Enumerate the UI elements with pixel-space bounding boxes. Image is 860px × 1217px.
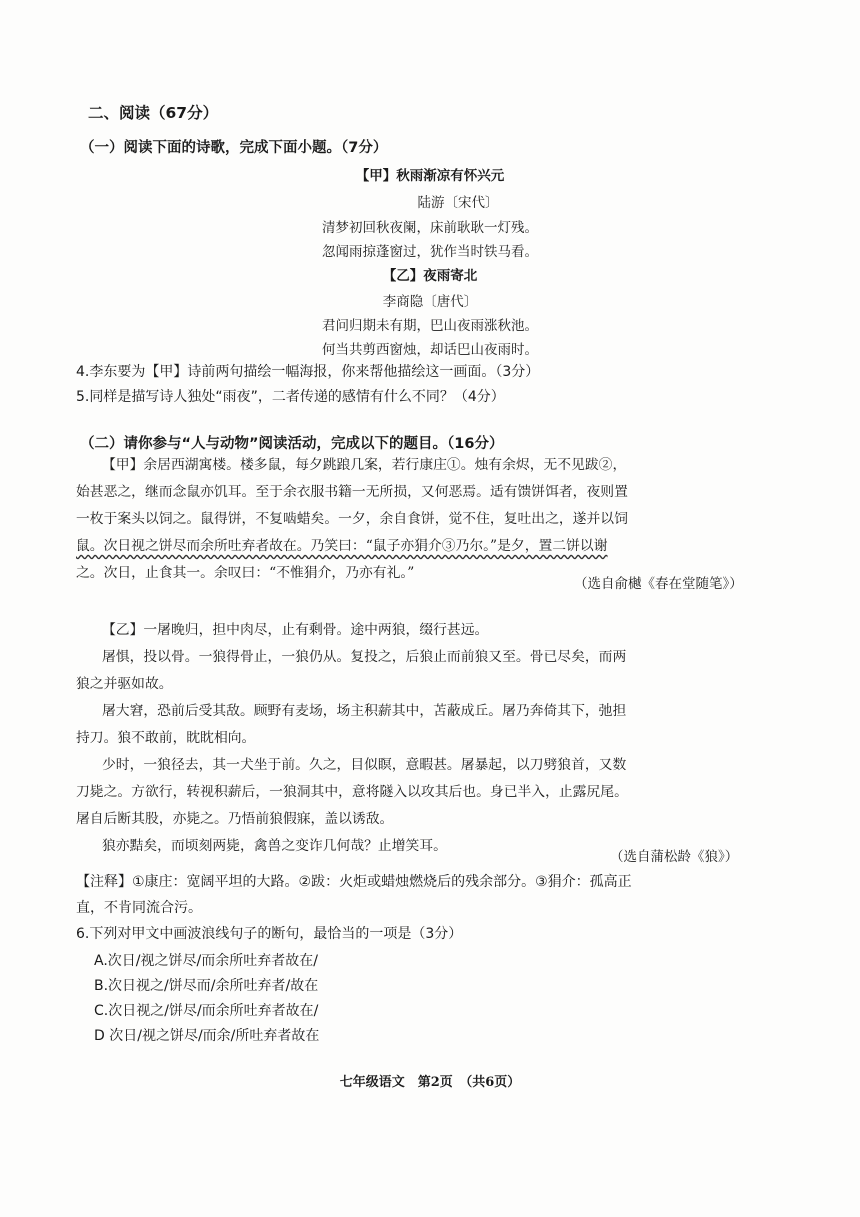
text-a-line-3: 一枚于案头以饲之。鼠得饼，不复啮蜡矣。一夕，余自食饼，觉不住，复吐出之，遂并以饲 [76, 511, 628, 527]
text-b-line-9: 狼亦黠矣，而顷刻两毙，禽兽之变诈几何哉？止增笑耳。 [102, 838, 447, 854]
page-footer: 七年级语文 第2页 （共6页） [339, 1075, 521, 1090]
part1-title: （一）阅读下面的诗歌，完成下面小题。（7分） [80, 140, 388, 156]
notes-line-1: 【注释】①康庄：宽阔平坦的大路。②跋：火炬或蜡烛燃烧后的残余部分。③狷介：孤高正 [76, 874, 632, 890]
text-a-line-2: 始甚恶之，继而念鼠亦饥耳。至于余衣服书籍一无所损，又何恶焉。适有馈饼饵者，夜则置 [76, 484, 628, 500]
question-6-stem: 6.下列对甲文中画波浪线句子的断句，最恰当的一项是（3分） [76, 926, 463, 942]
text-a-line-5: 之。次日，止食其一。余叹曰：“不惟狷介，乃亦有礼。” [76, 565, 415, 581]
question-5: 5.同样是描写诗人独处“雨夜”，二者传递的感情有什么不同？（4分） [76, 389, 505, 405]
text-b-line-8: 屠自后断其股，亦毙之。乃悟前狼假寐，盖以诱敌。 [76, 811, 394, 827]
text-b-line-4: 屠大窘，恐前后受其敌。顾野有麦场，场主积薪其中，苫蔽成丘。屠乃奔倚其下，弛担 [102, 703, 627, 719]
poem-a-line-1: 清梦初回秋夜阑，床前耿耿一灯残。 [322, 220, 538, 236]
question-4: 4.李东要为【甲】诗前两句描绘一幅海报，你来帮他描绘这一画面。（3分） [76, 364, 540, 380]
notes-line-2: 直，不肯同流合污。 [76, 900, 202, 916]
text-b-line-2: 屠惧，投以骨。一狼得骨止，一狼仍从。复投之，后狼止而前狼又至。骨已尽矣，而两 [102, 649, 627, 665]
poem-b-title: 【乙】夜雨寄北 [382, 268, 478, 284]
section-heading: 二、阅读（67分） [88, 104, 219, 122]
poem-a-line-2: 忽闻雨掠蓬窗过，犹作当时铁马看。 [322, 244, 538, 260]
text-a-line-4 [76, 532, 608, 560]
q6-option-a[interactable]: A.次日/视之饼尽/而余所吐弃者故在/ [94, 953, 318, 969]
text-b-line-1: 【乙】一屠晚归，担中肉尽，止有剩骨。途中两狼，缀行甚远。 [102, 622, 489, 638]
part2-title: （二）请你参与“人与动物”阅读活动，完成以下的题目。（16分） [80, 436, 504, 452]
text-b-line-3: 狼之并驱如故。 [76, 676, 173, 692]
poem-b-line-1: 君问归期未有期，巴山夜雨涨秋池。 [322, 318, 538, 334]
text-b-line-7: 刀毙之。方欲行，转视积薪后，一狼洞其中，意将隧入以攻其后也。身已半入，止露尻尾。 [76, 784, 628, 800]
poem-b-line-2: 何当共剪西窗烛，却话巴山夜雨时。 [322, 342, 538, 358]
poem-a-author: 陆游〔宋代〕 [417, 195, 499, 211]
poem-b-author: 李商隐〔唐代〕 [382, 294, 478, 310]
text-a-line-4-wavy: 鼠。次日视之饼尽而余所吐弃者故在。乃笑曰：“鼠子亦狷介③乃尔。”是夕，置二饼以谢 [76, 538, 608, 554]
text-a-line-1: 【甲】余居西湖寓楼。楼多鼠，每夕跳踉几案，若行康庄①。烛有余烬，无不见跋②， [102, 457, 627, 473]
q6-option-c[interactable]: C.次日视之/饼尽/而余所吐弃者故在/ [94, 1003, 319, 1019]
text-b-source: （选自蒲松龄《狼》） [610, 849, 739, 865]
text-a-source: （选自俞樾《春在堂随笔》） [574, 576, 743, 592]
q6-option-d[interactable]: D 次日/视之饼尽/而余/所吐弃者故在 [94, 1028, 320, 1044]
text-b-line-5: 持刀。狼不敢前，眈眈相向。 [76, 730, 256, 746]
q6-option-b[interactable]: B.次日视之/饼尽而/余所吐弃者/故在 [94, 978, 319, 994]
poem-a-title: 【甲】秋雨渐凉有怀兴元 [355, 168, 505, 184]
text-b-line-6: 少时，一狼径去，其一犬坐于前。久之，目似瞑，意暇甚。屠暴起，以刀劈狼首，又数 [102, 757, 627, 773]
